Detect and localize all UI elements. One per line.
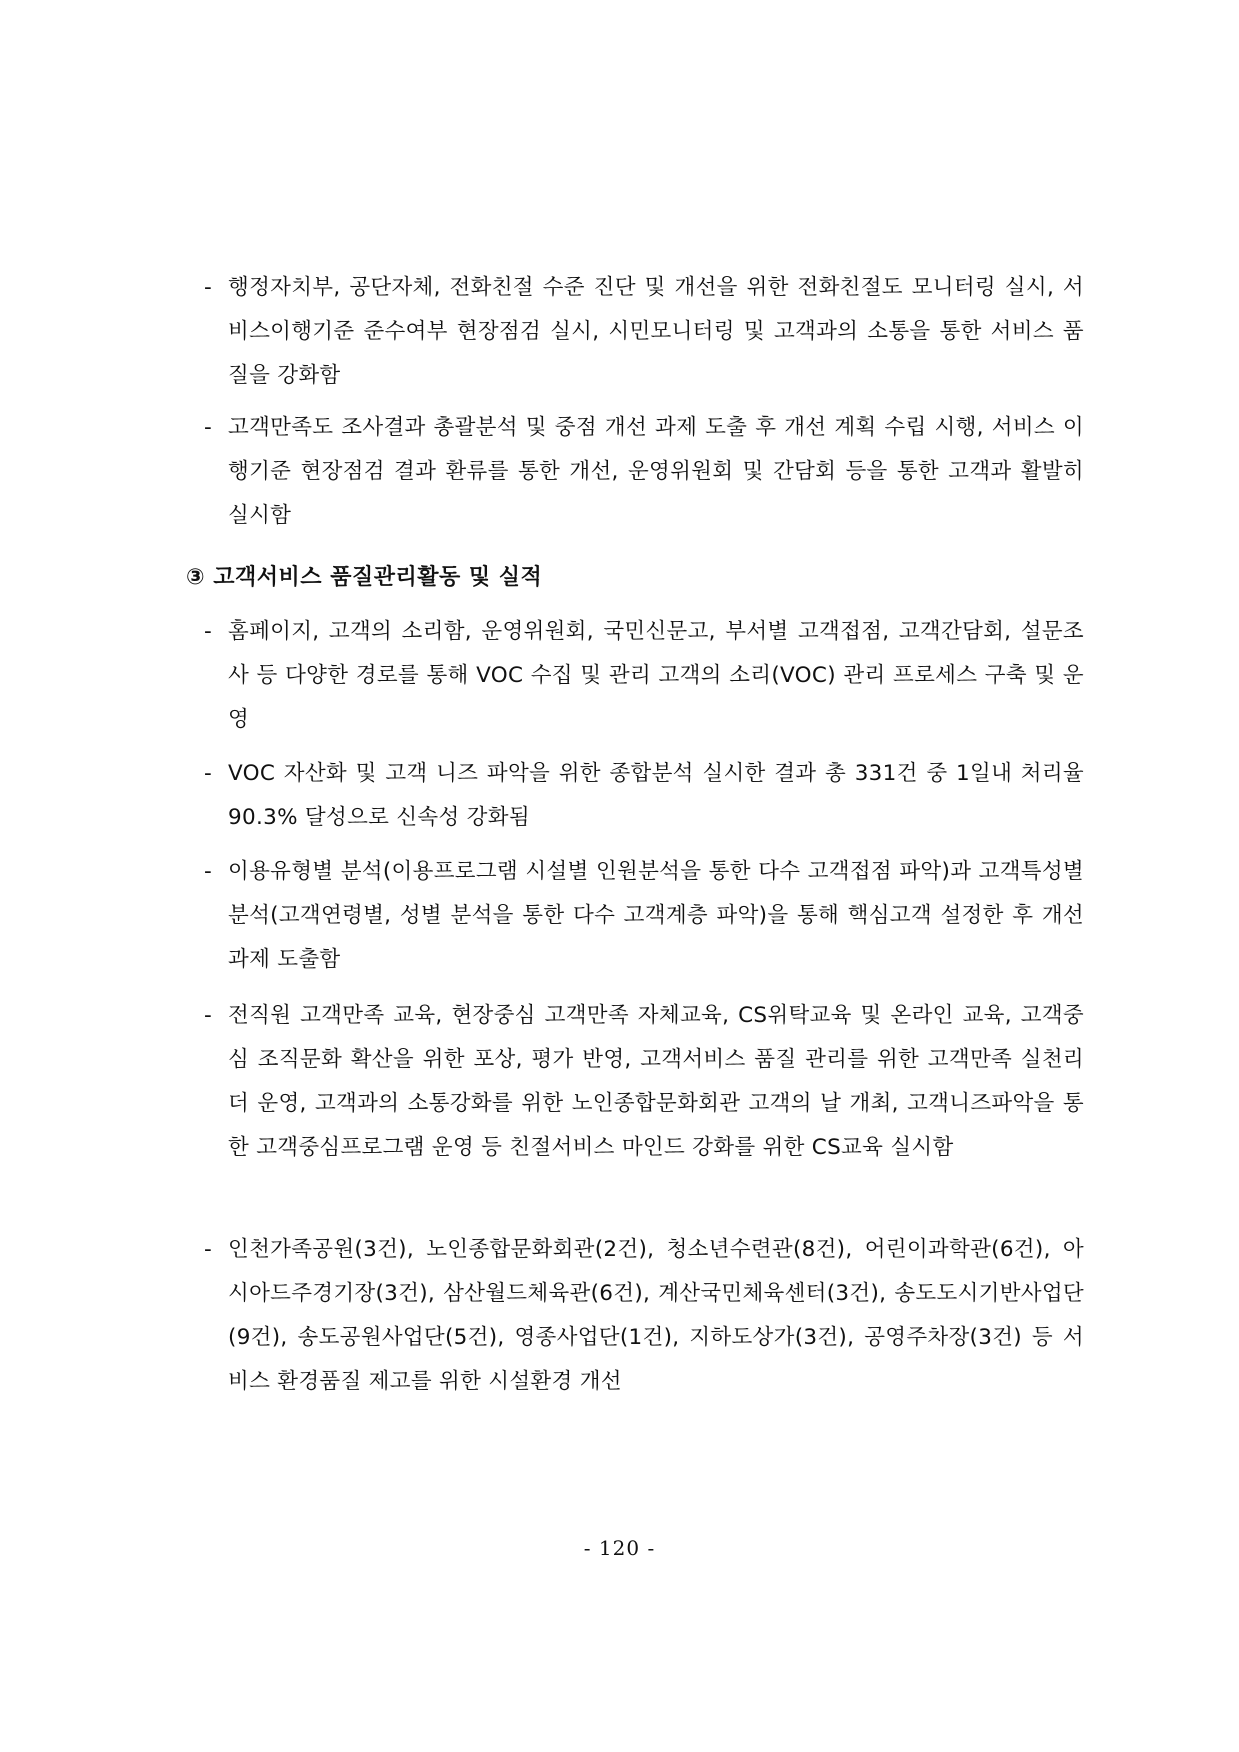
list-marker: - [204, 275, 213, 300]
list-marker: - [204, 859, 213, 884]
list-item-text: VOC 자산화 및 고객 니즈 파악을 위한 종합분석 실시한 결과 총 331건 중 1일내 처리율 90.3% 달성으로 신속성 강화됨 [228, 761, 1084, 830]
list-marker: - [204, 1003, 213, 1028]
list-item [204, 610, 1084, 742]
list-item [204, 752, 1084, 840]
list-item [204, 406, 1084, 538]
list-item [204, 1228, 1084, 1404]
list-item-text: 인천가족공원(3건), 노인종합문화회관(2건), 청소년수련관(8건), 어린이과학관(6건), 아시아드주경기장(3건), 삼산월드체육관(6건), 계산국민체육센터(3건), 송도도시기반사업단(9건), 송도공원사업단(5건), 영종사업단(1건), 지하도상가(3건), 공영주차장(3건) 등 서비스 환경품질 제고를 위한 시설환경 개선 [228, 1237, 1084, 1394]
list-item-text: 고객만족도 조사결과 총괄분석 및 중점 개선 과제 도출 후 개선 계획 수립 시행, 서비스 이행기준 현장점검 결과 환류를 통한 개선, 운영위원회 및 간담회 등을 통한 고객과 활발히 실시함 [228, 415, 1084, 528]
section-heading: ③ 고객서비스 품질관리활동 및 실적 [186, 565, 543, 590]
list-item [204, 850, 1084, 982]
list-item-text: 이용유형별 분석(이용프로그램 시설별 인원분석을 통한 다수 고객접점 파악)과 고객특성별 분석(고객연령별, 성별 분석을 통한 다수 고객계층 파악)을 통해 핵심고객 설정한 후 개선과제 도출함 [228, 859, 1084, 972]
list-item-text: 행정자치부, 공단자체, 전화친절 수준 진단 및 개선을 위한 전화친절도 모니터링 실시, 서비스이행기준 준수여부 현장점검 실시, 시민모니터링 및 고객과의 소통을 통한 서비스 품질을 강화함 [228, 275, 1084, 388]
list-marker: - [204, 415, 213, 440]
list-item [204, 994, 1084, 1170]
list-marker: - [204, 761, 213, 786]
list-marker: - [204, 619, 213, 644]
page-number: - 120 - [583, 1536, 656, 1560]
list-marker: - [204, 1237, 213, 1262]
list-item-text: 홈페이지, 고객의 소리함, 운영위원회, 국민신문고, 부서별 고객접점, 고객간담회, 설문조사 등 다양한 경로를 통해 VOC 수집 및 관리 고객의 소리(VOC) 관리 프로세스 구축 및 운영 [228, 619, 1084, 732]
list-item-text: 전직원 고객만족 교육, 현장중심 고객만족 자체교육, CS위탁교육 및 온라인 교육, 고객중심 조직문화 확산을 위한 포상, 평가 반영, 고객서비스 품질 관리를 위한 고객만족 실천리더 운영, 고객과의 소통강화를 위한 노인종합문화회관 고객의 날 개최, 고객니즈파악을 통한 고객중심프로그램 운영 등 친절서비스 마인드 강화를 위한 CS교육 실시함 [228, 1003, 1084, 1160]
list-item [204, 266, 1084, 398]
